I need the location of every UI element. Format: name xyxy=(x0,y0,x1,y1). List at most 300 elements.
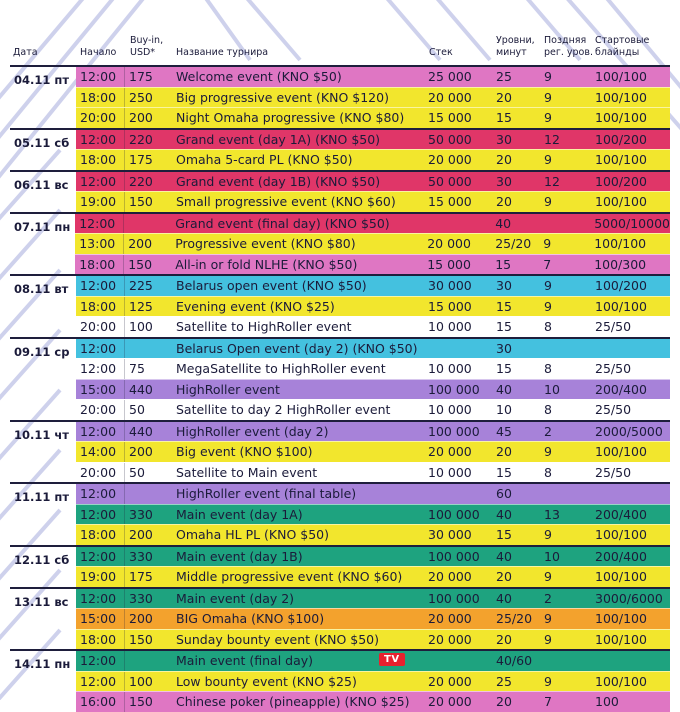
late-registration-cell: 9 xyxy=(544,298,552,314)
tournament-name-cell xyxy=(172,442,424,462)
blinds-cell: 25/50 xyxy=(595,319,632,335)
tournament-name-cell xyxy=(172,525,424,545)
levels-cell: 40/60 xyxy=(496,653,533,669)
blinds-cell: 100/100 xyxy=(595,152,647,168)
buyin-cell: 200 xyxy=(124,108,172,128)
buyin-cell: 330 xyxy=(124,505,172,525)
buyin-cell: 175 xyxy=(124,567,172,587)
late-registration-cell: 8 xyxy=(544,402,552,418)
day-label: 12.11 сб xyxy=(14,552,70,567)
tournament-name-cell xyxy=(172,172,424,192)
day-rows xyxy=(76,422,670,483)
late-registration-cell: 9 xyxy=(544,673,552,689)
buyin-cell: 50 xyxy=(124,400,172,420)
day-rows xyxy=(75,214,670,275)
late-registration-cell: 9 xyxy=(544,278,552,294)
levels-cell: 45 xyxy=(496,423,512,439)
day-label: 10.11 чт xyxy=(14,427,69,442)
day-label: 04.11 пт xyxy=(14,73,69,87)
tv-broadcast-badge: TV xyxy=(379,653,405,666)
blinds-cell: 100/100 xyxy=(594,236,647,252)
day-label: 14.11 пн xyxy=(14,657,71,671)
blinds-cell: 100/100 xyxy=(595,298,647,314)
day-rows xyxy=(76,276,670,337)
blinds-cell: 100/100 xyxy=(595,444,647,460)
tournament-schedule xyxy=(10,65,670,712)
late-registration-cell: 9 xyxy=(544,569,552,585)
tournament-name-cell xyxy=(172,150,424,170)
tournament-name: Omaha 5-card PL (KNO $50) xyxy=(176,152,353,168)
table-row xyxy=(76,339,670,359)
tournament-name-cell xyxy=(172,609,424,629)
levels-cell: 40 xyxy=(495,215,512,231)
buyin-cell: 225 xyxy=(124,276,172,296)
day-rows xyxy=(76,651,670,712)
buyin-cell: 200 xyxy=(124,525,172,545)
tournament-name: Evening event (KNO $25) xyxy=(176,298,335,314)
blinds-cell: 25/50 xyxy=(595,464,632,480)
blinds-cell: 100/100 xyxy=(595,527,647,543)
table-row xyxy=(76,462,670,483)
table-row xyxy=(76,671,670,692)
stack-cell: 25 000 xyxy=(428,69,472,85)
buyin-cell: 220 xyxy=(124,130,172,150)
header-date: Дата xyxy=(13,47,38,58)
levels-cell: 25/20 xyxy=(495,236,532,252)
table-row xyxy=(76,276,670,296)
tournament-name: Welcome event (KNO $50) xyxy=(176,69,342,85)
buyin-cell xyxy=(124,339,172,359)
late-registration-cell: 9 xyxy=(544,152,552,168)
levels-cell: 15 xyxy=(496,464,512,480)
blinds-cell: 100/200 xyxy=(595,278,647,294)
tournament-name: Main event (day 2) xyxy=(176,590,295,606)
tournament-name: Low bounty event (KNO $25) xyxy=(176,673,357,689)
header-name: Название турнира xyxy=(176,47,269,58)
start-time-cell: 15:00 xyxy=(80,381,117,397)
start-time-cell: 20:00 xyxy=(80,110,117,126)
day-group xyxy=(10,274,670,337)
levels-cell: 25 xyxy=(496,673,512,689)
day-label: 13.11 вс xyxy=(14,594,69,609)
buyin-cell: 330 xyxy=(124,547,172,567)
buyin-cell xyxy=(124,651,172,671)
day-group xyxy=(10,420,670,483)
buyin-cell: 175 xyxy=(124,67,172,87)
levels-cell: 20 xyxy=(496,694,512,710)
tournament-name: Belarus open event (KNO $50) xyxy=(176,278,367,294)
table-row xyxy=(76,691,670,712)
table-header xyxy=(0,0,680,68)
tournament-name-cell xyxy=(171,255,423,275)
tournament-name: Satellite to Main event xyxy=(176,464,318,480)
start-time-cell: 18:00 xyxy=(79,256,116,272)
levels-cell: 40 xyxy=(496,506,512,522)
start-time-cell: 18:00 xyxy=(80,152,117,168)
levels-cell: 25/20 xyxy=(496,611,533,627)
tournament-name-cell xyxy=(172,567,424,587)
stack-cell: 10 000 xyxy=(428,402,472,418)
levels-cell: 30 xyxy=(496,278,512,294)
start-time-cell: 12:00 xyxy=(80,361,117,377)
tournament-name-cell xyxy=(172,400,424,420)
stack-cell: 50 000 xyxy=(428,173,472,189)
start-time-cell: 13:00 xyxy=(79,236,116,252)
blinds-cell: 100/100 xyxy=(595,89,647,105)
late-registration-cell: 2 xyxy=(544,590,552,606)
stack-cell: 20 000 xyxy=(428,673,472,689)
start-time-cell: 16:00 xyxy=(80,694,117,710)
header-buyin: Buy-in, USD* xyxy=(130,35,164,58)
day-label: 09.11 ср xyxy=(14,344,70,359)
tournament-name: Chinese poker (pineapple) (KNO $25) xyxy=(176,694,410,710)
tournament-name: Satellite to HighRoller event xyxy=(176,319,352,335)
stack-cell: 10 000 xyxy=(428,361,472,377)
levels-cell: 40 xyxy=(496,548,512,564)
tournament-name: Middle progressive event (KNO $60) xyxy=(176,569,403,585)
levels-cell: 40 xyxy=(496,381,512,397)
tournament-name: Main event (day 1B) xyxy=(176,548,303,564)
table-row xyxy=(76,504,670,525)
blinds-cell: 5000/10000 xyxy=(594,215,670,231)
start-time-cell: 20:00 xyxy=(80,402,117,418)
table-row xyxy=(76,566,670,587)
late-registration-cell: 9 xyxy=(544,110,552,126)
day-group xyxy=(10,649,670,712)
levels-cell: 15 xyxy=(496,298,512,314)
late-registration-cell: 8 xyxy=(544,464,552,480)
blinds-cell: 200/400 xyxy=(595,548,647,564)
table-row xyxy=(76,67,670,87)
buyin-cell: 150 xyxy=(124,692,172,712)
table-row xyxy=(76,651,670,671)
table-row xyxy=(76,316,670,337)
levels-cell: 15 xyxy=(496,361,512,377)
blinds-cell: 200/400 xyxy=(595,381,647,397)
tournament-name-cell xyxy=(172,67,424,87)
late-registration-cell: 8 xyxy=(544,361,552,377)
tournament-name-cell xyxy=(172,589,424,609)
day-group xyxy=(10,212,670,275)
blinds-cell: 100/200 xyxy=(595,173,647,189)
start-time-cell: 20:00 xyxy=(80,464,117,480)
tournament-name-cell xyxy=(172,276,424,296)
day-group xyxy=(10,337,670,420)
tournament-name: Small progressive event (KNO $60) xyxy=(176,194,396,210)
stack-cell: 100 000 xyxy=(428,506,480,522)
levels-cell: 20 xyxy=(496,569,512,585)
header-levels: Уровни, минут xyxy=(496,35,535,58)
late-registration-cell: 9 xyxy=(544,444,552,460)
tournament-name: Big progressive event (KNO $120) xyxy=(176,89,389,105)
day-rows xyxy=(76,130,670,170)
buyin-cell: 200 xyxy=(123,234,171,254)
tournament-name-cell xyxy=(172,108,424,128)
day-group xyxy=(10,170,670,212)
levels-cell: 20 xyxy=(496,444,512,460)
day-rows xyxy=(76,484,670,545)
table-row xyxy=(76,379,670,400)
blinds-cell: 100/100 xyxy=(595,110,647,126)
tournament-name-cell xyxy=(172,130,424,150)
start-time-cell: 15:00 xyxy=(80,611,117,627)
start-time-cell: 12:00 xyxy=(80,340,117,356)
start-time-cell: 12:00 xyxy=(79,215,116,231)
stack-cell: 10 000 xyxy=(428,464,472,480)
late-registration-cell: 10 xyxy=(544,548,560,564)
tournament-name: Main event (day 1A) xyxy=(176,506,303,522)
table-row xyxy=(76,547,670,567)
buyin-cell: 125 xyxy=(124,297,172,317)
day-group xyxy=(10,482,670,545)
tournament-name-cell xyxy=(172,359,424,379)
blinds-cell: 2000/5000 xyxy=(595,423,663,439)
tournament-name: HighRoller event (day 2) xyxy=(176,423,329,439)
stack-cell: 15 000 xyxy=(428,194,472,210)
levels-cell: 20 xyxy=(496,194,512,210)
tournament-name: HighRoller event (final table) xyxy=(176,486,357,502)
day-rows xyxy=(76,67,670,128)
levels-cell: 20 xyxy=(496,631,512,647)
header-starting-blinds: Стартовые блайнды xyxy=(595,35,650,58)
late-registration-cell: 10 xyxy=(544,381,560,397)
late-registration-cell: 9 xyxy=(544,631,552,647)
buyin-cell: 440 xyxy=(124,380,172,400)
tournament-name: Main event (final day) xyxy=(176,653,314,669)
table-row xyxy=(76,422,670,442)
levels-cell: 10 xyxy=(496,402,512,418)
late-registration-cell: 8 xyxy=(544,319,552,335)
tournament-name: Belarus Open event (day 2) (KNO $50) xyxy=(176,340,418,356)
start-time-cell: 12:00 xyxy=(80,486,117,502)
tournament-name-cell xyxy=(172,463,424,483)
buyin-cell: 150 xyxy=(123,255,171,275)
start-time-cell: 12:00 xyxy=(80,590,117,606)
levels-cell: 60 xyxy=(496,486,512,502)
day-label: 08.11 вт xyxy=(14,282,69,296)
header-stack: Стек xyxy=(429,47,453,58)
blinds-cell: 100 xyxy=(595,694,619,710)
stack-cell: 15 000 xyxy=(428,110,472,126)
tournament-name: Satellite to day 2 HighRoller event xyxy=(176,402,391,418)
buyin-cell xyxy=(124,484,172,504)
tournament-name-cell xyxy=(172,651,424,671)
buyin-cell: 100 xyxy=(124,672,172,692)
levels-cell: 15 xyxy=(495,256,512,272)
buyin-cell: 175 xyxy=(124,150,172,170)
tournament-name: MegaSatellite to HighRoller event xyxy=(176,361,386,377)
buyin-cell: 200 xyxy=(124,442,172,462)
table-row xyxy=(76,87,670,108)
day-rows xyxy=(76,339,670,420)
buyin-cell: 440 xyxy=(124,422,172,442)
buyin-cell: 150 xyxy=(124,192,172,212)
levels-cell: 25 xyxy=(496,69,512,85)
start-time-cell: 18:00 xyxy=(80,298,117,314)
blinds-cell: 3000/6000 xyxy=(595,590,663,606)
start-time-cell: 12:00 xyxy=(80,423,117,439)
tournament-name-cell xyxy=(172,547,424,567)
stack-cell: 100 000 xyxy=(428,548,480,564)
blinds-cell: 100/100 xyxy=(595,194,647,210)
table-row xyxy=(76,441,670,462)
stack-cell: 20 000 xyxy=(428,89,472,105)
stack-cell: 50 000 xyxy=(428,131,472,147)
start-time-cell: 12:00 xyxy=(80,548,117,564)
table-row xyxy=(76,629,670,650)
start-time-cell: 12:00 xyxy=(80,131,117,147)
buyin-cell: 100 xyxy=(124,317,172,337)
late-registration-cell: 12 xyxy=(544,173,560,189)
start-time-cell: 19:00 xyxy=(80,569,117,585)
levels-cell: 20 xyxy=(496,152,512,168)
tournament-name-cell xyxy=(172,88,424,108)
late-registration-cell: 9 xyxy=(544,611,552,627)
start-time-cell: 12:00 xyxy=(80,653,117,669)
tournament-name-cell xyxy=(172,630,424,650)
day-label: 05.11 сб xyxy=(14,135,70,150)
start-time-cell: 12:00 xyxy=(80,173,117,189)
table-row xyxy=(76,399,670,420)
stack-cell: 20 000 xyxy=(427,236,471,252)
tournament-name: Grand event (final day) (KNO $50) xyxy=(175,215,390,231)
start-time-cell: 12:00 xyxy=(80,278,117,294)
late-registration-cell: 13 xyxy=(544,506,560,522)
blinds-cell: 100/100 xyxy=(595,673,647,689)
table-row xyxy=(76,296,670,317)
start-time-cell: 12:00 xyxy=(80,69,117,85)
start-time-cell: 19:00 xyxy=(80,194,117,210)
stack-cell: 100 000 xyxy=(428,423,480,439)
buyin-cell: 220 xyxy=(124,172,172,192)
table-row xyxy=(76,484,670,504)
day-group xyxy=(10,65,670,128)
table-row xyxy=(75,233,670,254)
start-time-cell: 18:00 xyxy=(80,527,117,543)
levels-cell: 30 xyxy=(496,131,512,147)
table-row xyxy=(76,608,670,629)
buyin-cell: 150 xyxy=(124,630,172,650)
day-group xyxy=(10,128,670,170)
tournament-name-cell xyxy=(172,672,424,692)
tournament-name-cell xyxy=(172,192,424,212)
day-label: 11.11 пт xyxy=(14,490,69,504)
day-group xyxy=(10,545,670,587)
day-rows xyxy=(76,547,670,587)
tournament-name-cell xyxy=(172,692,424,712)
stack-cell: 30 000 xyxy=(428,527,472,543)
levels-cell: 30 xyxy=(496,340,512,356)
header-start: Начало xyxy=(80,47,117,58)
buyin-cell: 50 xyxy=(124,463,172,483)
tournament-name-cell xyxy=(172,297,424,317)
table-row xyxy=(75,214,670,234)
tournament-name-cell xyxy=(172,505,424,525)
blinds-cell: 100/300 xyxy=(594,256,647,272)
stack-cell: 20 000 xyxy=(428,694,472,710)
stack-cell: 100 000 xyxy=(428,590,480,606)
stack-cell: 30 000 xyxy=(428,278,472,294)
stack-cell: 15 000 xyxy=(427,256,471,272)
blinds-cell: 100/100 xyxy=(595,631,647,647)
blinds-cell: 25/50 xyxy=(595,402,632,418)
levels-cell: 30 xyxy=(496,173,512,189)
blinds-cell: 100/100 xyxy=(595,611,647,627)
table-row xyxy=(76,358,670,379)
tournament-name: Grand event (day 1B) (KNO $50) xyxy=(176,173,381,189)
stack-cell: 100 000 xyxy=(428,381,480,397)
buyin-cell: 330 xyxy=(124,589,172,609)
stack-cell: 20 000 xyxy=(428,611,472,627)
start-time-cell: 12:00 xyxy=(80,506,117,522)
table-row xyxy=(76,589,670,609)
table-row xyxy=(76,524,670,545)
late-registration-cell: 9 xyxy=(544,194,552,210)
stack-cell: 20 000 xyxy=(428,569,472,585)
stack-cell: 20 000 xyxy=(428,152,472,168)
stack-cell: 10 000 xyxy=(428,319,472,335)
tournament-name-cell xyxy=(172,380,424,400)
levels-cell: 40 xyxy=(496,590,512,606)
table-row xyxy=(75,254,670,275)
tournament-name: All-in or fold NLHE (KNO $50) xyxy=(175,256,358,272)
tournament-name-cell xyxy=(172,484,424,504)
late-registration-cell: 12 xyxy=(544,131,560,147)
table-row xyxy=(76,130,670,150)
tournament-name: Omaha HL PL (KNO $50) xyxy=(176,527,330,543)
buyin-cell: 75 xyxy=(124,359,172,379)
table-row xyxy=(76,149,670,170)
late-registration-cell: 7 xyxy=(543,256,552,272)
stack-cell: 20 000 xyxy=(428,631,472,647)
start-time-cell: 20:00 xyxy=(80,319,117,335)
tournament-name: HighRoller event xyxy=(176,381,280,397)
late-registration-cell: 9 xyxy=(544,527,552,543)
late-registration-cell: 9 xyxy=(543,236,552,252)
table-row xyxy=(76,172,670,192)
day-rows xyxy=(76,172,670,212)
late-registration-cell: 7 xyxy=(544,694,552,710)
tournament-name: Sunday bounty event (KNO $50) xyxy=(176,631,379,647)
blinds-cell: 100/100 xyxy=(595,569,647,585)
start-time-cell: 12:00 xyxy=(80,673,117,689)
buyin-cell xyxy=(123,214,171,234)
tournament-name-cell xyxy=(171,234,423,254)
day-label: 06.11 вс xyxy=(14,177,69,192)
tournament-name: Grand event (day 1A) (KNO $50) xyxy=(176,131,381,147)
day-rows xyxy=(76,589,670,650)
tournament-name: Progressive event (KNO $80) xyxy=(175,236,356,252)
day-label: 07.11 пн xyxy=(14,219,71,234)
table-row xyxy=(76,107,670,128)
tournament-name-cell xyxy=(171,214,423,234)
tournament-name: Big event (KNO $100) xyxy=(176,444,313,460)
levels-cell: 15 xyxy=(496,319,512,335)
late-registration-cell: 9 xyxy=(544,89,552,105)
header-late-registration: Поздняя рег. уров. xyxy=(544,35,593,58)
stack-cell: 20 000 xyxy=(428,444,472,460)
buyin-cell: 250 xyxy=(124,88,172,108)
levels-cell: 15 xyxy=(496,527,512,543)
tournament-name-cell xyxy=(172,422,424,442)
levels-cell: 15 xyxy=(496,110,512,126)
blinds-cell: 25/50 xyxy=(595,361,632,377)
late-registration-cell: 2 xyxy=(544,423,552,439)
start-time-cell: 14:00 xyxy=(80,444,117,460)
late-registration-cell: 9 xyxy=(544,69,552,85)
day-group xyxy=(10,587,670,650)
tournament-name: BIG Omaha (KNO $100) xyxy=(176,611,325,627)
